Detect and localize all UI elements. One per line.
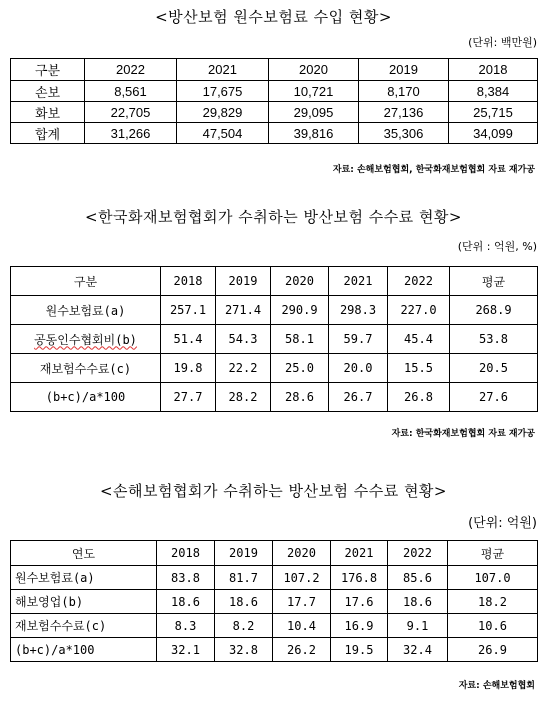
table-cell: 51.4 bbox=[161, 325, 216, 354]
table-cell: 10,721 bbox=[269, 81, 359, 102]
table-cell: 176.8 bbox=[331, 566, 388, 590]
row-label: 손보 bbox=[11, 81, 85, 102]
row-label: (b+c)/a*100 bbox=[11, 638, 157, 662]
section2-source: 자료: 한국화재보험협회 자료 재가공 bbox=[391, 429, 535, 439]
table-cell: 20.0 bbox=[329, 354, 388, 383]
table-header-row bbox=[11, 59, 538, 81]
table-cell: 17.6 bbox=[331, 590, 388, 614]
table-cell: 35,306 bbox=[359, 123, 449, 144]
section2-table bbox=[10, 266, 538, 412]
table-cell: 26.9 bbox=[448, 638, 538, 662]
header-cell: 2021 bbox=[177, 59, 269, 81]
table-row bbox=[11, 325, 538, 354]
row-label: 재보험수수료(c) bbox=[11, 354, 161, 383]
table-cell: 29,095 bbox=[269, 102, 359, 123]
table-cell: 15.5 bbox=[388, 354, 450, 383]
table-row bbox=[11, 81, 538, 102]
table-row bbox=[11, 566, 538, 590]
table-cell: 54.3 bbox=[216, 325, 271, 354]
header-cell: 2020 bbox=[269, 59, 359, 81]
table-cell: 85.6 bbox=[388, 566, 448, 590]
table-cell: 32.4 bbox=[388, 638, 448, 662]
table-row bbox=[11, 102, 538, 123]
table-cell: 268.9 bbox=[450, 296, 538, 325]
row-label: 합계 bbox=[11, 123, 85, 144]
section2-unit: (단위 : 억원, %) bbox=[457, 240, 537, 253]
table-cell: 17,675 bbox=[177, 81, 269, 102]
section3-title: <손해보험협회가 수취하는 방산보험 수수료 현황> bbox=[99, 482, 447, 500]
table-cell: 26.2 bbox=[273, 638, 331, 662]
table-row bbox=[11, 614, 538, 638]
table-cell: 19.5 bbox=[331, 638, 388, 662]
table-cell: 107.2 bbox=[273, 566, 331, 590]
section1-unit: (단위: 백만원) bbox=[468, 36, 537, 49]
row-label: (b+c)/a*100 bbox=[11, 383, 161, 412]
table-cell: 8,561 bbox=[85, 81, 177, 102]
table-cell: 27.7 bbox=[161, 383, 216, 412]
header-cell: 2020 bbox=[273, 541, 331, 566]
table-cell: 18.6 bbox=[157, 590, 215, 614]
header-cell: 2021 bbox=[329, 267, 388, 296]
table-cell: 83.8 bbox=[157, 566, 215, 590]
header-cell: 2022 bbox=[85, 59, 177, 81]
table-cell: 10.4 bbox=[273, 614, 331, 638]
table-cell: 22,705 bbox=[85, 102, 177, 123]
row-label: 해보영업(b) bbox=[11, 590, 157, 614]
table-cell: 26.7 bbox=[329, 383, 388, 412]
table-header-row bbox=[11, 267, 538, 296]
table-cell: 227.0 bbox=[388, 296, 450, 325]
table-cell: 25,715 bbox=[449, 102, 538, 123]
table-cell: 26.8 bbox=[388, 383, 450, 412]
table-cell: 257.1 bbox=[161, 296, 216, 325]
section1-title: <방산보험 원수보험료 수입 현황> bbox=[155, 8, 392, 26]
header-cell: 평균 bbox=[450, 267, 538, 296]
table-cell: 32.1 bbox=[157, 638, 215, 662]
table-cell: 32.8 bbox=[215, 638, 273, 662]
table-cell: 10.6 bbox=[448, 614, 538, 638]
header-cell: 2020 bbox=[271, 267, 329, 296]
row-label: 원수보험료(a) bbox=[11, 296, 161, 325]
row-label: 원수보험료(a) bbox=[11, 566, 157, 590]
table-cell: 58.1 bbox=[271, 325, 329, 354]
table-cell: 271.4 bbox=[216, 296, 271, 325]
table-cell: 8.2 bbox=[215, 614, 273, 638]
table-cell: 16.9 bbox=[331, 614, 388, 638]
header-cell: 2022 bbox=[388, 541, 448, 566]
row-label: 화보 bbox=[11, 102, 85, 123]
table-cell: 81.7 bbox=[215, 566, 273, 590]
table-row bbox=[11, 383, 538, 412]
table-cell: 8,384 bbox=[449, 81, 538, 102]
header-cell: 2018 bbox=[449, 59, 538, 81]
row-label: 재보험수수료(c) bbox=[11, 614, 157, 638]
table-cell: 39,816 bbox=[269, 123, 359, 144]
row-label-text: 공동인수협회비(b) bbox=[34, 332, 137, 347]
header-cell: 2019 bbox=[215, 541, 273, 566]
table-cell: 34,099 bbox=[449, 123, 538, 144]
table-cell: 107.0 bbox=[448, 566, 538, 590]
header-cell: 연도 bbox=[11, 541, 157, 566]
table-cell: 8,170 bbox=[359, 81, 449, 102]
table-cell: 18.6 bbox=[215, 590, 273, 614]
section1-table bbox=[10, 58, 538, 144]
table-cell: 29,829 bbox=[177, 102, 269, 123]
table-cell: 22.2 bbox=[216, 354, 271, 383]
table-row bbox=[11, 590, 538, 614]
table-row bbox=[11, 638, 538, 662]
header-cell: 평균 bbox=[448, 541, 538, 566]
section3-unit: (단위: 억원) bbox=[468, 516, 537, 531]
section3-source: 자료: 손해보험협회 bbox=[458, 681, 535, 691]
table-cell: 17.7 bbox=[273, 590, 331, 614]
table-row bbox=[11, 296, 538, 325]
table-cell: 45.4 bbox=[388, 325, 450, 354]
table-cell: 27.6 bbox=[450, 383, 538, 412]
table-cell: 290.9 bbox=[271, 296, 329, 325]
table-cell: 8.3 bbox=[157, 614, 215, 638]
table-cell: 53.8 bbox=[450, 325, 538, 354]
header-cell: 2021 bbox=[331, 541, 388, 566]
table-cell: 47,504 bbox=[177, 123, 269, 144]
header-cell: 2018 bbox=[161, 267, 216, 296]
table-cell: 19.8 bbox=[161, 354, 216, 383]
table-cell: 9.1 bbox=[388, 614, 448, 638]
header-cell: 구분 bbox=[11, 59, 85, 81]
table-cell: 25.0 bbox=[271, 354, 329, 383]
table-cell: 27,136 bbox=[359, 102, 449, 123]
section3-table bbox=[10, 540, 538, 662]
table-cell: 28.2 bbox=[216, 383, 271, 412]
table-cell: 298.3 bbox=[329, 296, 388, 325]
table-cell: 28.6 bbox=[271, 383, 329, 412]
header-cell: 2022 bbox=[388, 267, 450, 296]
table-cell: 18.6 bbox=[388, 590, 448, 614]
table-cell: 59.7 bbox=[329, 325, 388, 354]
table-row bbox=[11, 123, 538, 144]
section2-title: <한국화재보험협회가 수취하는 방산보험 수수료 현황> bbox=[85, 208, 462, 226]
row-label bbox=[11, 325, 161, 354]
section1-source: 자료: 손해보험협회, 한국화재보험협회 자료 재가공 bbox=[332, 165, 535, 175]
header-cell: 2018 bbox=[157, 541, 215, 566]
table-cell: 20.5 bbox=[450, 354, 538, 383]
table-cell: 31,266 bbox=[85, 123, 177, 144]
header-cell: 2019 bbox=[216, 267, 271, 296]
header-cell: 2019 bbox=[359, 59, 449, 81]
table-cell: 18.2 bbox=[448, 590, 538, 614]
table-header-row bbox=[11, 541, 538, 566]
header-cell: 구분 bbox=[11, 267, 161, 296]
table-row bbox=[11, 354, 538, 383]
